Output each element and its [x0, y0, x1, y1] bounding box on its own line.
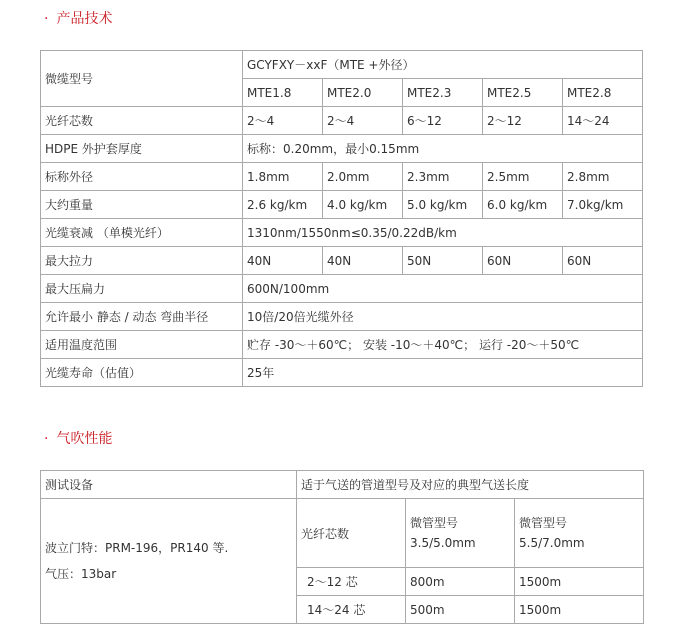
row-fiber-count: 2～12 芯: [297, 568, 406, 596]
weight-cell: 6.0 kg/km: [483, 191, 563, 219]
duct1-header: [406, 499, 515, 568]
row-duct2-length: 1500m: [515, 596, 644, 624]
duct2-label: 微管型号: [519, 516, 568, 530]
table-row: [41, 247, 643, 275]
hdpe-value: 标称：0.20mm，最小0.15mm: [243, 135, 643, 163]
model-cell: MTE2.0: [323, 79, 403, 107]
duct1-size: 3.5/5.0mm: [410, 536, 476, 550]
label-crush: 最大压扁力: [41, 275, 243, 303]
table-row: [41, 219, 643, 247]
section-title-text: 产品技术: [56, 11, 113, 27]
life-value: 25年: [243, 359, 643, 387]
row-duct2-length: 1500m: [515, 568, 644, 596]
fiber-count-cell: 14～24: [563, 107, 643, 135]
duct2-size: 5.5/7.0mm: [519, 536, 585, 550]
outer-diameter-cell: 2.0mm: [323, 163, 403, 191]
row-duct1-length: 800m: [406, 568, 515, 596]
table-row: [41, 163, 643, 191]
air-blowing-table: [40, 470, 644, 624]
model-cell: MTE2.3: [403, 79, 483, 107]
label-attenuation: 光缆衰减 （单模光纤）: [41, 219, 243, 247]
label-bend: 允许最小 静态 / 动态 弯曲半径: [41, 303, 243, 331]
duct1-label: 微管型号: [410, 516, 459, 530]
header-suitable: 适于气送的管道型号及对应的典型气送长度: [297, 471, 644, 499]
table-row: [41, 191, 643, 219]
fiber-count-cell: 6～12: [403, 107, 483, 135]
outer-diameter-cell: 2.5mm: [483, 163, 563, 191]
section-title-air: [44, 428, 112, 448]
temp-value: 贮存 -30～＋60℃； 安装 -10～＋40℃； 运行 -20～＋50℃: [243, 331, 643, 359]
table-row: [41, 275, 643, 303]
label-hdpe: HDPE 外护套厚度: [41, 135, 243, 163]
label-model: 微缆型号: [41, 51, 243, 107]
section-title-tech: [44, 8, 112, 28]
tension-cell: 40N: [323, 247, 403, 275]
fiber-count-cell: 2～12: [483, 107, 563, 135]
tech-spec-table: [40, 50, 643, 387]
duct2-header: [515, 499, 644, 568]
equipment-line1: 波立门特：PRM-196，PR140 等.: [45, 541, 229, 555]
equipment-cell: [41, 499, 297, 624]
weight-cell: 5.0 kg/km: [403, 191, 483, 219]
bend-value: 10倍/20倍光缆外径: [243, 303, 643, 331]
tension-cell: 60N: [483, 247, 563, 275]
label-equipment: 测试设备: [41, 471, 297, 499]
table-row: [41, 303, 643, 331]
label-temp: 适用温度范围: [41, 331, 243, 359]
section-title-text: 气吹性能: [56, 431, 113, 447]
bullet-icon: ·: [44, 431, 49, 447]
tension-cell: 40N: [243, 247, 323, 275]
label-outer-diameter: 标称外径: [41, 163, 243, 191]
tension-cell: 50N: [403, 247, 483, 275]
table-row: [41, 135, 643, 163]
label-weight: 大约重量: [41, 191, 243, 219]
tension-cell: 60N: [563, 247, 643, 275]
table-row: [41, 359, 643, 387]
fiber-count-cell: 2～4: [243, 107, 323, 135]
table-row: [41, 499, 644, 568]
table-row: [41, 51, 643, 79]
label-fiber-count-air: 光纤芯数: [297, 499, 406, 568]
model-formula: GCYFXY－xxF（MTE +外径）: [243, 51, 643, 79]
attenuation-value: 1310nm/1550nm≤0.35/0.22dB/km: [243, 219, 643, 247]
row-fiber-count: 14～24 芯: [297, 596, 406, 624]
fiber-count-cell: 2～4: [323, 107, 403, 135]
row-duct1-length: 500m: [406, 596, 515, 624]
label-life: 光缆寿命（估值）: [41, 359, 243, 387]
table-row: [41, 471, 644, 499]
weight-cell: 4.0 kg/km: [323, 191, 403, 219]
outer-diameter-cell: 2.3mm: [403, 163, 483, 191]
bullet-icon: ·: [44, 11, 49, 27]
label-fiber-count: 光纤芯数: [41, 107, 243, 135]
outer-diameter-cell: 1.8mm: [243, 163, 323, 191]
model-cell: MTE2.5: [483, 79, 563, 107]
label-tension: 最大拉力: [41, 247, 243, 275]
equipment-line2: 气压：13bar: [45, 567, 117, 581]
model-cell: MTE1.8: [243, 79, 323, 107]
model-cell: MTE2.8: [563, 79, 643, 107]
table-row: [41, 331, 643, 359]
table-row: [41, 107, 643, 135]
outer-diameter-cell: 2.8mm: [563, 163, 643, 191]
weight-cell: 7.0kg/km: [563, 191, 643, 219]
crush-value: 600N/100mm: [243, 275, 643, 303]
weight-cell: 2.6 kg/km: [243, 191, 323, 219]
